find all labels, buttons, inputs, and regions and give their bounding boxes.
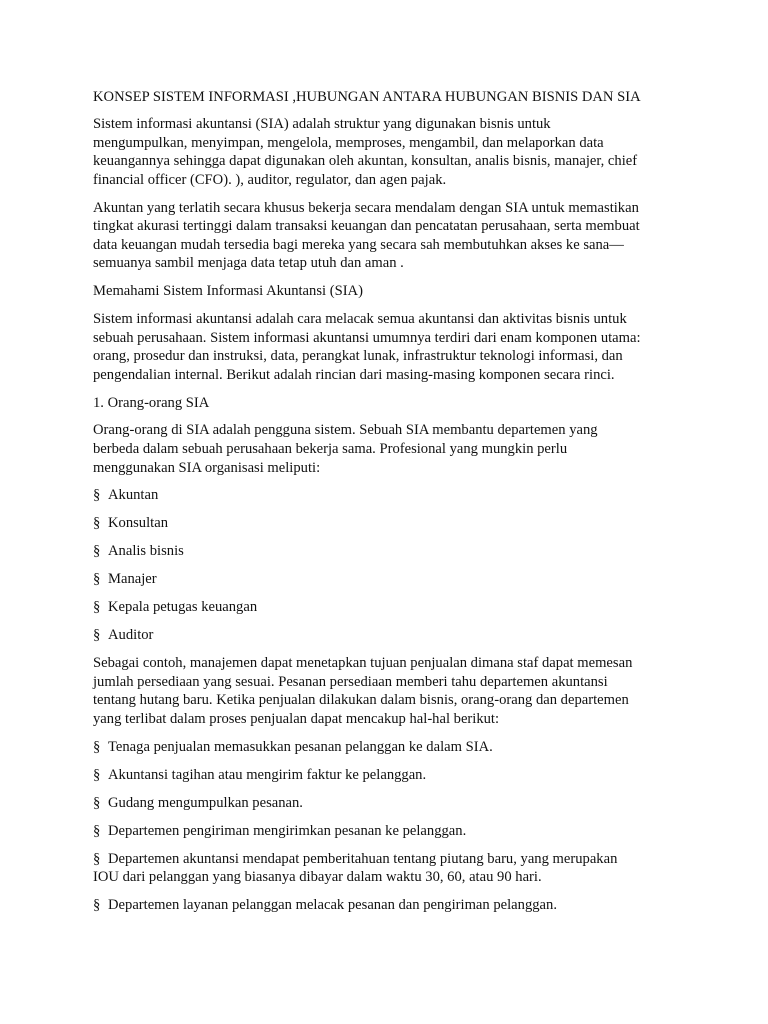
paragraph — [93, 654, 693, 728]
text-line: Departemen pengiriman mengirimkan pesanan ke pelanggan. — [108, 822, 467, 839]
text-line: Departemen layanan pelanggan melacak pesanan dan pengiriman pelanggan. — [108, 897, 557, 914]
bullet-symbol: § — [93, 738, 101, 755]
text-line: Manajer — [108, 571, 157, 588]
text-line: Sistem informasi akuntansi adalah cara melacak semua akuntansi dan aktivitas bisnis untuk — [93, 311, 627, 327]
text-line: jumlah persediaan yang sesuai. Pesanan persediaan memberi tahu departemen akuntansi — [93, 673, 608, 690]
paragraph — [93, 421, 693, 477]
text-line: financial officer (CFO). ), auditor, regulator, dan agen pajak. — [93, 171, 447, 188]
paragraph — [93, 199, 693, 273]
text-line: Memahami Sistem Informasi Akuntansi (SIA) — [93, 283, 363, 300]
text-line: Analis bisnis — [108, 543, 184, 560]
text-line: menggunakan SIA organisasi meliputi: — [93, 459, 321, 476]
text-line: Departemen akuntansi mendapat pemberitahuan tentang piutang baru, yang merupakan — [108, 850, 618, 867]
text-line: mengumpulkan, menyimpan, mengelola, memproses, mengambil, dan melaporkan data — [93, 134, 604, 151]
text-line: sebuah perusahaan. Sistem informasi akuntansi umumnya terdiri dari enam komponen utama: — [93, 329, 641, 346]
text-line: Orang-orang di SIA adalah pengguna sistem. Sebuah SIA membantu departemen yang — [93, 422, 598, 439]
paragraph — [93, 394, 693, 413]
bullet-symbol: § — [93, 543, 101, 560]
text-line: orang, prosedur dan instruksi, data, perangkat lunak, infrastruktur teknologi informasi, dan — [93, 348, 623, 365]
text-line: keuangannya sehingga dapat digunakan oleh akuntan, konsultan, analis bisnis, manajer, chief — [93, 153, 638, 170]
bullet-item — [93, 514, 693, 533]
text-line: berbeda dalam sebuah perusahaan bekerja sama. Profesional yang mungkin perlu — [93, 440, 568, 457]
bullet-symbol: § — [93, 487, 101, 504]
bullet-item — [93, 542, 693, 561]
bullet-symbol: § — [93, 515, 101, 532]
document-page — [93, 88, 693, 924]
text-line: Akuntan yang terlatih secara khusus bekerja secara mendalam dengan SIA untuk memastikan — [93, 199, 639, 216]
paragraph — [93, 282, 693, 301]
bullet-symbol: § — [93, 627, 101, 644]
bullet-symbol: § — [93, 897, 101, 914]
text-line: Sistem informasi akuntansi (SIA) adalah struktur yang digunakan bisnis untuk — [93, 116, 551, 133]
bullet-symbol: § — [93, 766, 101, 783]
text-line: semuanya sambil menjaga data tetap utuh dan aman . — [93, 255, 404, 272]
text-line: tingkat akurasi tertinggi dalam transaksi keuangan dan pencatatan perusahaan, serta membuat — [93, 218, 640, 235]
bullet-item — [93, 486, 693, 505]
bullet-symbol: § — [93, 599, 101, 616]
bullet-symbol: § — [93, 571, 101, 588]
paragraph — [93, 115, 693, 189]
text-line: Gudang mengumpulkan pesanan. — [108, 794, 303, 811]
text-line: Akuntan — [108, 487, 159, 504]
paragraph — [93, 310, 693, 384]
bullet-item — [93, 598, 693, 617]
text-line: tentang hutang baru. Ketika penjualan dilakukan dalam bisnis, orang-orang dan departemen — [93, 692, 629, 709]
bullet-item — [93, 738, 693, 757]
bullet-item — [93, 794, 693, 813]
text-line: Sebagai contoh, manajemen dapat menetapkan tujuan penjualan dimana staf dapat memesan — [93, 655, 633, 672]
bullet-item — [93, 626, 693, 645]
text-line: 1. Orang-orang SIA — [93, 394, 210, 411]
bullet-item — [93, 766, 693, 785]
text-line: pengendalian internal. Berikut adalah rincian dari masing-masing komponen secara rinci. — [93, 366, 615, 383]
bullet-symbol: § — [93, 850, 101, 867]
bullet-item — [93, 822, 693, 841]
bullet-symbol: § — [93, 822, 101, 839]
bullet-symbol: § — [93, 794, 101, 811]
document-body — [93, 115, 693, 915]
text-line: Akuntansi tagihan atau mengirim faktur ke pelanggan. — [108, 766, 427, 783]
text-line: yang terlibat dalam proses penjualan dapat mencakup hal-hal berikut: — [93, 711, 500, 727]
bullet-item — [93, 570, 693, 589]
bullet-item — [93, 850, 693, 887]
document-title: KONSEP SISTEM INFORMASI ,HUBUNGAN ANTARA HUBUNGAN BISNIS DAN SIA — [93, 89, 641, 105]
text-line: data keuangan mudah tersedia bagi mereka yang secara sah membutuhkan akses ke sana— — [93, 236, 624, 253]
text-line: Kepala petugas keuangan — [108, 599, 258, 616]
text-line: Tenaga penjualan memasukkan pesanan pelanggan ke dalam SIA. — [108, 738, 493, 755]
text-line: Auditor — [108, 627, 154, 644]
text-line: Konsultan — [108, 515, 168, 532]
bullet-item — [93, 896, 693, 915]
text-line: IOU dari pelanggan yang biasanya dibayar dalam waktu 30, 60, atau 90 hari. — [93, 869, 542, 886]
